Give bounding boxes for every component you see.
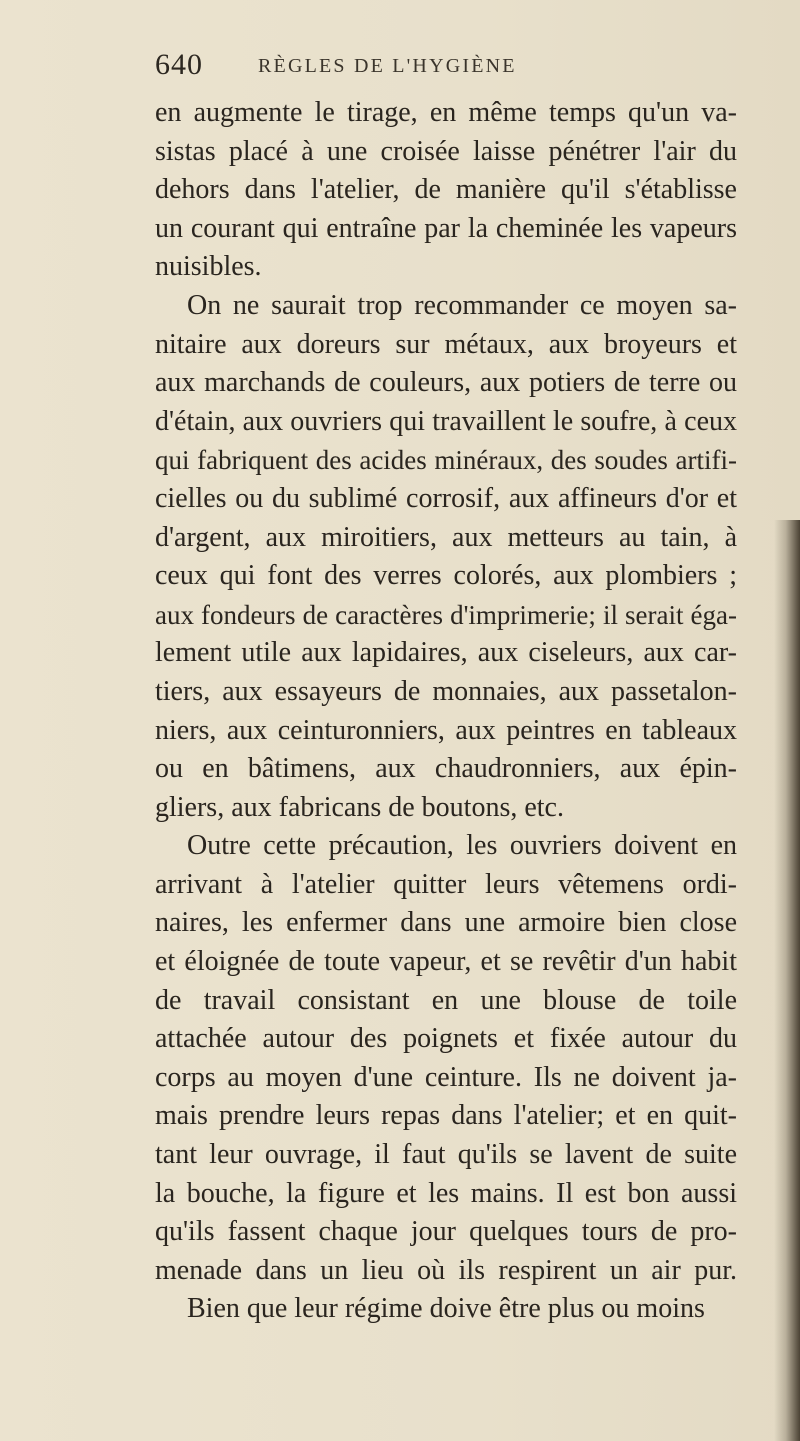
text-line: Outre cette précaution, les ouvriers doivent en (187, 830, 737, 862)
text-line: d'argent, aux miroitiers, aux metteurs au tain, à (155, 521, 737, 553)
text-line: d'étain, aux ouvriers qui travaillent le soufre, à ceux (155, 405, 737, 437)
page-number: 640 (155, 48, 203, 81)
text-line: qui fabriquent des acides minéraux, des soudes artifi- (155, 445, 737, 476)
text-line: en augmente le tirage, en même temps qu'un va- (155, 97, 737, 128)
text-line: aux marchands de couleurs, aux potiers de terre ou (155, 367, 737, 399)
text-line: niers, aux ceinturonniers, aux peintres en tableaux (155, 714, 737, 746)
text-line: cielles ou du sublimé corrosif, aux affineurs d'or et (155, 482, 737, 514)
body-text (155, 94, 737, 1329)
text-line: qu'ils fassent chaque jour quelques tours de pro- (155, 1216, 737, 1248)
page-edge-shadow (774, 520, 800, 1441)
text-line: sistas placé à une croisée laisse pénétrer l'air du (155, 135, 737, 167)
text-line: tiers, aux essayeurs de monnaies, aux passetalon- (155, 675, 737, 707)
text-line: arrivant à l'atelier quitter leurs vêtemens ordi- (155, 868, 737, 900)
text-line: de travail consistant en une blouse de toile (155, 984, 737, 1016)
text-line: dehors dans l'atelier, de manière qu'il s'établisse (155, 174, 737, 206)
text-line: On ne saurait trop recommander ce moyen sa- (187, 289, 737, 321)
running-head: RÈGLES DE L'HYGIÈNE (258, 55, 517, 77)
text-line: attachée autour des poignets et fixée autour du (155, 1023, 737, 1055)
text-line: un courant qui entraîne par la cheminée les vapeurs (155, 212, 737, 244)
text-line: et éloignée de toute vapeur, et se revêtir d'un habit (155, 946, 737, 978)
text-line: aux fondeurs de caractères d'imprimerie; il serait éga- (155, 599, 737, 630)
text-line: la bouche, la figure et les mains. Il est bon aussi (155, 1177, 737, 1209)
text-line: naires, les enfermer dans une armoire bien close (155, 907, 737, 939)
text-line: mais prendre leurs repas dans l'atelier; et en quit- (155, 1100, 737, 1132)
text-line: nuisibles. (155, 251, 262, 283)
text-line: ceux qui font des verres colorés, aux plombiers ; (155, 560, 737, 592)
text-line: Bien que leur régime doive être plus ou moins (187, 1293, 705, 1325)
text-line: gliers, aux fabricans de boutons, etc. (155, 791, 564, 823)
text-line: tant leur ouvrage, il faut qu'ils se lavent de suite (155, 1139, 737, 1171)
text-line: nitaire aux doreurs sur métaux, aux broyeurs et (155, 328, 737, 360)
text-line: corps au moyen d'une ceinture. Ils ne doivent ja- (155, 1061, 737, 1093)
text-line: lement utile aux lapidaires, aux ciseleurs, aux car- (155, 637, 737, 669)
text-line: menade dans un lieu où ils respirent un air pur. (155, 1254, 737, 1286)
text-line: ou en bâtimens, aux chaudronniers, aux épin- (155, 753, 737, 785)
page-header (155, 48, 735, 88)
